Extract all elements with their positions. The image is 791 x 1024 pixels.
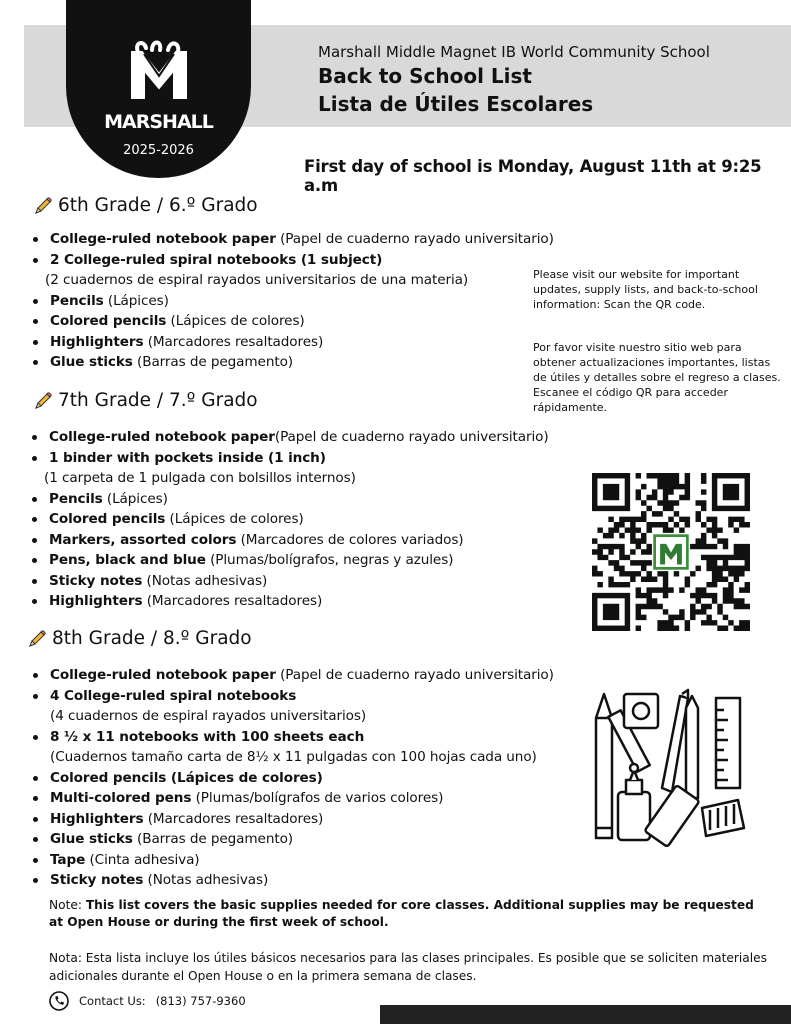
supply-item-translation-text: (Lápices de colores) xyxy=(166,313,305,329)
supply-item-name: Glue sticks xyxy=(50,354,133,370)
qr-finder-center xyxy=(603,484,619,500)
page-title-es: Lista de Útiles Escolares xyxy=(318,92,594,116)
note-es: Nota: Esta lista incluye los útiles básicos necesarios para las clases principales. Es posible que se soliciten materiales adicionales durante el Open House o en la primera semana de clases. xyxy=(49,951,767,983)
footer-bar xyxy=(380,1005,791,1024)
school-name: Marshall Middle Magnet IB World Community School xyxy=(318,43,710,61)
supply-item-translation-text: (Notas adhesivas) xyxy=(143,872,269,888)
supply-item xyxy=(24,550,549,571)
contact-info xyxy=(49,991,246,1011)
supply-item-translation-text: (Barras de pegamento) xyxy=(132,354,293,370)
pencil-icon xyxy=(33,391,53,411)
supply-item-translation-text: (Marcadores resaltadores) xyxy=(142,593,323,609)
supply-item xyxy=(25,250,554,271)
supply-item-translation-text: (Cuadernos tamaño carta de 8½ x 11 pulgadas con 100 hojas cada uno) xyxy=(50,749,537,765)
supply-item-translation-text: (Cinta adhesiva) xyxy=(85,851,200,868)
first-day-notice: First day of school is Monday, August 11th at 9:25 a.m xyxy=(304,157,762,195)
supply-item-translation-text: (1 carpeta de 1 pulgada con bolsillos internos) xyxy=(44,470,356,486)
grade-8-heading xyxy=(27,628,252,649)
supply-item-name: Pencils xyxy=(50,292,104,309)
supply-item-name: Markers, assorted colors xyxy=(49,531,237,548)
supply-item-translation-text: (Lápices de colores) xyxy=(165,511,304,527)
supply-item xyxy=(25,727,554,748)
note-en-text: This list covers the basic supplies needed for core classes. Additional supplies may be requested at Open House or during the first week of school. xyxy=(49,898,754,929)
grade-6-supply-list xyxy=(25,229,554,373)
supply-item-name: 8 ½ x 11 notebooks with 100 sheets each xyxy=(50,728,365,745)
supply-item-translation xyxy=(25,270,554,291)
grade-7-supply-list xyxy=(24,427,549,612)
supply-item xyxy=(25,686,554,707)
note-en-prefix: Note: xyxy=(49,898,86,912)
supply-item xyxy=(25,229,554,250)
supply-item-translation xyxy=(24,468,549,489)
logo-name: MARSHALL xyxy=(104,111,213,133)
supply-item-name: Colored pencils xyxy=(50,313,167,329)
supply-item-name: Tape xyxy=(50,851,86,868)
qr-center-logo xyxy=(655,536,688,569)
supply-item-name: Pencils xyxy=(49,490,103,507)
qr-finder-center xyxy=(723,484,739,500)
grade-6-heading-text: 6th Grade / 6.º Grado xyxy=(58,195,258,216)
supply-item-name: Sticky notes xyxy=(50,872,144,888)
supply-item-name: Pens, black and blue xyxy=(49,552,206,568)
supply-item xyxy=(25,870,554,891)
supply-item xyxy=(25,850,554,871)
supply-item-translation-text: (Papel de cuaderno rayado universitario) xyxy=(275,231,554,247)
school-supplies-illustration xyxy=(588,688,750,848)
supply-item xyxy=(25,829,554,850)
website-note-en: Please visit our website for important updates, supply lists, and back-to-school information: Scan the QR code. xyxy=(533,268,758,311)
supply-item-name: Colored pencils (Lápices de colores) xyxy=(50,769,323,786)
supply-item-name: 4 College-ruled spiral notebooks xyxy=(50,687,297,704)
supply-item-name: Sticky notes xyxy=(49,572,143,589)
supply-item-name: College-ruled notebook paper xyxy=(49,429,275,445)
grade-7-heading xyxy=(33,390,258,411)
marshall-m-logo-icon xyxy=(128,40,190,100)
supply-item xyxy=(24,427,549,448)
supply-item-translation-text: (Marcadores resaltadores) xyxy=(143,810,324,827)
supply-item-translation-text: (2 cuadernos de espiral rayados universitarios de una materia) xyxy=(45,272,469,288)
qr-code[interactable] xyxy=(592,473,750,631)
supply-item-translation-text: (Papel de cuaderno rayado universitario) xyxy=(275,667,554,683)
contact-phone[interactable]: (813) 757-9360 xyxy=(155,994,246,1008)
supply-item-translation xyxy=(25,706,554,727)
qr-finder-center xyxy=(603,604,619,620)
supply-item-name: Colored pencils xyxy=(49,511,166,527)
grade-8-heading-text: 8th Grade / 8.º Grado xyxy=(52,628,252,649)
supply-item xyxy=(24,509,549,530)
supply-item-name: Highlighters xyxy=(49,593,143,609)
supply-item xyxy=(24,571,549,592)
website-note-es: Por favor visite nuestro sitio web para obtener actualizaciones importantes, listas de útiles y detalles sobre el regreso a clases. Escanee el código QR para acceder rápidamente. xyxy=(533,341,781,414)
supply-item-name: 1 binder with pockets inside (1 inch) xyxy=(49,449,326,466)
pencil-icon xyxy=(27,629,47,649)
supply-item-translation xyxy=(25,747,554,768)
supply-item-translation-text: (4 cuadernos de espiral rayados universitarios) xyxy=(50,708,367,724)
supply-item-translation-text: (Marcadores de colores variados) xyxy=(236,531,464,548)
supply-item-translation-text: (Plumas/bolígrafos, negras y azules) xyxy=(205,552,454,568)
grade-6-heading xyxy=(33,195,258,216)
logo-year: 2025-2026 xyxy=(123,143,194,158)
supply-item-name: College-ruled notebook paper xyxy=(50,667,276,683)
supply-item-name: 2 College-ruled spiral notebooks (1 subject) xyxy=(50,251,383,268)
supply-item-translation-text: (Lápices) xyxy=(103,292,169,309)
supply-item-translation-text: (Notas adhesivas) xyxy=(142,572,268,589)
page-title-en: Back to School List xyxy=(318,64,532,88)
supply-item-translation-text: (Plumas/bolígrafos de varios colores) xyxy=(191,790,444,806)
supply-item xyxy=(25,291,554,312)
supply-item-translation-text: (Papel de cuaderno rayado universitario) xyxy=(274,429,549,445)
supply-item xyxy=(24,591,549,612)
note-en xyxy=(49,897,769,931)
supply-item xyxy=(25,352,554,373)
supply-item-translation-text: (Marcadores resaltadores) xyxy=(143,333,324,350)
supply-item xyxy=(24,489,549,510)
supply-item-translation-text: (Barras de pegamento) xyxy=(132,831,293,847)
supply-item xyxy=(25,788,554,809)
supply-item xyxy=(25,768,554,789)
grade-8-supply-list xyxy=(25,665,554,891)
pencil-icon xyxy=(33,196,53,216)
grade-7-heading-text: 7th Grade / 7.º Grado xyxy=(58,390,258,411)
supply-item-name: Highlighters xyxy=(50,810,144,827)
supply-item xyxy=(25,809,554,830)
supply-item-translation-text: (Lápices) xyxy=(102,490,168,507)
supply-item xyxy=(25,332,554,353)
supply-item-name: Glue sticks xyxy=(50,831,133,847)
supply-item xyxy=(25,311,554,332)
supply-item-name: Highlighters xyxy=(50,333,144,350)
contact-label: Contact Us: xyxy=(79,994,146,1008)
supply-item-name: Multi-colored pens xyxy=(50,790,192,806)
supply-item-name: College-ruled notebook paper xyxy=(50,231,276,247)
supply-item xyxy=(25,665,554,686)
phone-icon xyxy=(49,991,69,1011)
supply-item xyxy=(24,448,549,469)
supply-item xyxy=(24,530,549,551)
